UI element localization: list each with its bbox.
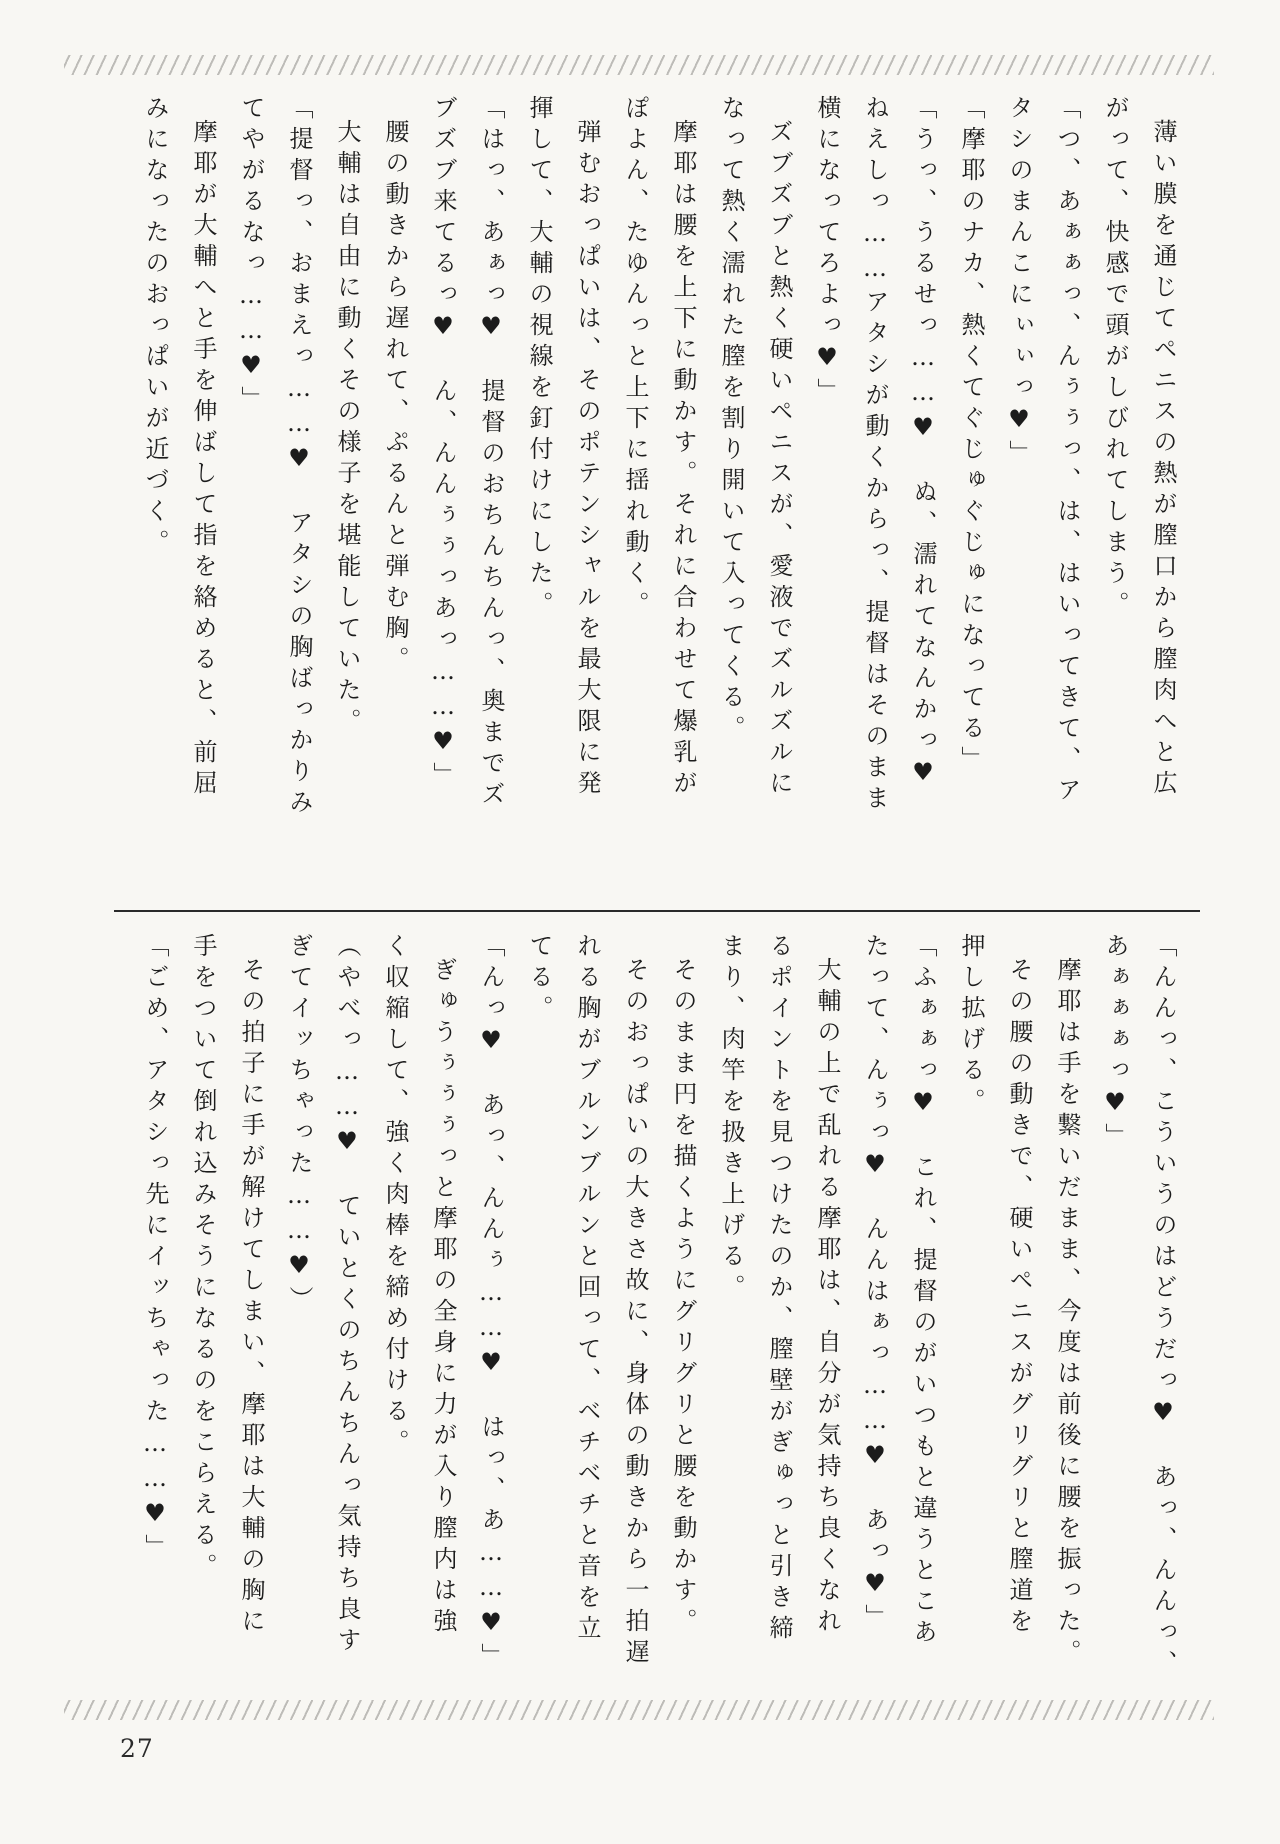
text-column: 「つ、あぁぁっ、んぅぅっ、は、はいってきて、ア <box>1053 95 1081 808</box>
text-column: （やべっ……♥ ていとくのちんちんっ気持ち良す <box>333 933 361 1658</box>
text-column: たって、んぅっ♥ んんはぁっ……♥ あっ♥」 <box>861 933 889 1635</box>
text-column: ぎてイッちゃった……♥） <box>285 933 313 1317</box>
text-column: ズブズブと熱く硬いペニスが、愛液でズルズルに <box>765 119 793 801</box>
text-column: なって熱く濡れた膣を割り開いて入ってくる。 <box>717 95 745 746</box>
text-column: 「摩耶のナカ、熱くてぐじゅぐじゅになってる」 <box>957 95 985 777</box>
top-border-ornament <box>64 55 1214 75</box>
text-column: 大輔の上で乱れる摩耶は、自分が気持ち良くなれ <box>813 957 841 1639</box>
text-column: 手をついて倒れ込みそうになるのをこらえる。 <box>189 933 217 1584</box>
text-column: 揮して、大輔の視線を釘付けにした。 <box>525 95 553 622</box>
text-column: あぁぁぁっ♥」 <box>1101 933 1129 1154</box>
text-column: 薄い膜を通じてペニスの熱が膣口から膣肉へと広 <box>1149 119 1177 801</box>
text-column: 「提督っ、おまえっ……♥ アタシの胸ばっかりみ <box>285 95 313 820</box>
text-column: てる。 <box>525 933 553 1026</box>
text-column: るポイントを見つけたのか、膣壁がぎゅっと引き締 <box>765 933 793 1646</box>
text-column: ぎゅうぅぅぅっと摩耶の全身に力が入り膣内は強 <box>429 957 457 1639</box>
text-column: その拍子に手が解けてしまい、摩耶は大輔の胸に <box>237 957 265 1639</box>
text-column: 押し拡げる。 <box>957 933 985 1119</box>
text-column: ぽよん、たゆんっと上下に揺れ動く。 <box>621 95 649 622</box>
text-column: れる胸がブルンブルンと回って、ベチベチと音を立 <box>573 933 601 1646</box>
text-column: 「んっ♥ あっ、んんぅ……♥ はっ、あ……♥」 <box>477 933 505 1674</box>
text-block-top <box>131 95 1187 879</box>
text-column: みになったのおっぱいが近づく。 <box>141 95 169 560</box>
page-number: 27 <box>120 1734 154 1763</box>
text-column: 摩耶が大輔へと手を伸ばして指を絡めると、前屈 <box>189 119 217 801</box>
text-column: 弾むおっぱいは、そのポテンシャルを最大限に発 <box>573 119 601 801</box>
text-column: 「ごめ、アタシっ先にイッちゃった……♥」 <box>141 933 169 1565</box>
text-column: 摩耶は腰を上下に動かす。それに合わせて爆乳が <box>669 119 697 801</box>
text-column: 大輔は自由に動くその様子を堪能していた。 <box>333 119 361 739</box>
text-column: がって、快感で頭がしびれてしまう。 <box>1101 95 1129 622</box>
text-column: タシのまんこにぃぃっ♥」 <box>1005 95 1033 471</box>
text-column: その腰の動きで、硬いペニスがグリグリと膣道を <box>1005 957 1033 1639</box>
text-column: 腰の動きから遅れて、ぷるんと弾む胸。 <box>381 119 409 677</box>
text-column: てやがるなっ……♥」 <box>237 95 265 417</box>
text-column: く収縮して、強く肉棒を締め付ける。 <box>381 933 409 1460</box>
bottom-border-ornament <box>64 1700 1214 1720</box>
text-column: 摩耶は手を繋いだまま、今度は前後に腰を振った。 <box>1053 957 1081 1670</box>
text-column: 「ふぁぁっ♥ これ、提督のがいつもと違うとこあ <box>909 933 937 1650</box>
text-column: ねえしっ……アタシが動くからっ、提督はそのまま <box>861 95 889 816</box>
text-column: まり、肉竿を扱き上げる。 <box>717 933 745 1305</box>
text-column: そのおっぱいの大きさ故に、身体の動きから一拍遅 <box>621 957 649 1670</box>
text-column: そのまま円を描くようにグリグリと腰を動かす。 <box>669 957 697 1639</box>
text-column: 「うっ、うるせっ……♥ ぬ、濡れてなんかっ♥ <box>909 95 937 793</box>
text-block-bottom <box>131 933 1187 1717</box>
block-separator-rule <box>114 910 1200 912</box>
text-column: ブズブ来てるっ♥ ん、んんぅぅっあっ……♥」 <box>429 95 457 793</box>
text-column: 「んんっ、こういうのはどうだっ♥ あっ、んんっ、 <box>1149 933 1177 1681</box>
text-column: 「はっ、あぁっ♥ 提督のおちんちんっ、奥までズ <box>477 95 505 812</box>
text-column: 横になってろよっ♥」 <box>813 95 841 409</box>
